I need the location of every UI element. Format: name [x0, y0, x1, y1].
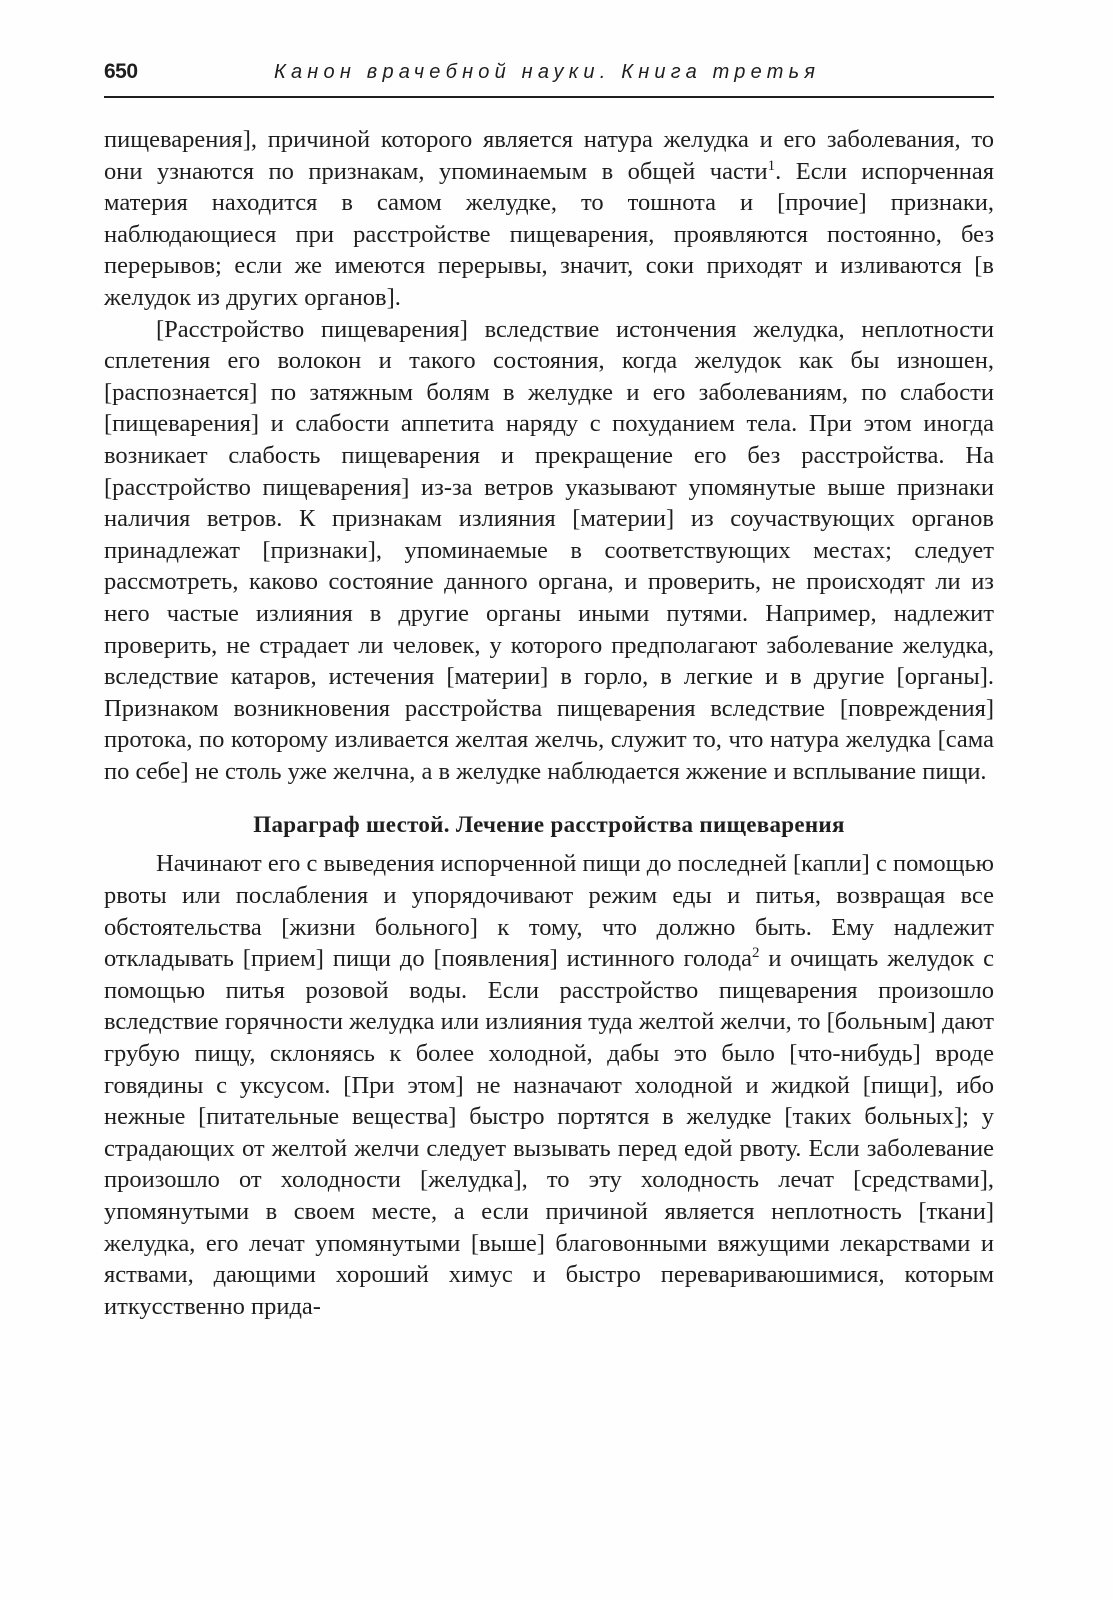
paragraph-2: [Расстройство пищеварения] вследствие истончения желудка, неплотности сплетения его волокон и такого состояния, когда желудок как бы изношен, [распознается] по затяжным болям в желудке и его заболеваниям, по слабости [пищеварения] и слабости аппетита наряду с похуданием тела. При этом иногда возникает слабость пищеварения и прекращение его без расстройства. На [расстройство пищеварения] из-за ветров указывают упомянутые выше признаки наличия ветров. К признакам излияния [материи] из соучаствующих органов принадлежат [признаки], упоминаемые в соответствующих местах; следует рассмотреть, каково состояние данного органа, и проверить, не происходят ли из него частые излияния в другие органы иными путями. Например, надлежит проверить, не страдает ли человек, у которого предполагают заболевание желудка, вследствие катаров, истечения [материи] в горло, в легкие и в другие [органы]. Признаком возникновения расстройства пищеварения вследствие [повреждения] протока, по которому изливается желтая желчь, служит то, что натура желудка [сама по себе] не столь уже желчна, а в желудке наблюдается жжение и всплывание пищи.: [104, 315, 994, 785]
running-head: [104, 60, 994, 92]
footnote-ref-2: 2: [751, 945, 760, 962]
paragraph-1-text-b: . Если испорченная материя находится в самом желудке, то тошнота и [прочие] признаки, наблюдающиеся при расстройстве пищеварения, проявляются постоянно, без перерывов; если же имеются перерывы, значит, соки приходят и изливаются [в желудок из других органов].: [104, 157, 994, 311]
paragraph-3-text-a: Начинают его с выведения испорченной пищи до последней [капли] с помощью рвоты или послабления и упорядочивают режим еды и питья, возвращая все обстоятельства [жизни больного] к тому, что должно быть. Ему надлежит откладывать [прием] пищи до [появления] истинного голода: [104, 850, 994, 973]
paragraph-3: [104, 848, 994, 1322]
header-rule: [104, 96, 994, 98]
paragraph-1-text-a: пищеварения], причиной которого является натура желудка и его заболевания, то они узнаются по признакам, упоминаемым в общей части: [104, 126, 994, 185]
paragraph-1: [104, 124, 994, 314]
running-title: Канон врачебной науки. Книга третья: [274, 61, 821, 83]
main-text: [104, 124, 994, 1322]
footnote-ref-1: 1: [767, 157, 776, 174]
section-heading: Параграф шестой. Лечение расстройства пищеварения: [253, 812, 845, 838]
page-number: 650: [104, 60, 138, 83]
paragraph-3-text-b: и очищать желудок с помощью питья розовой воды. Если расстройство пищеварения произошло вследствие горячности желудка или излияния туда желтой желчи, то [больным] дают грубую пищу, склоняясь к более холодной, дабы это было [что-нибудь] вроде говядины с уксусом. [При этом] не назначают холодной и жидкой [пищи], ибо нежные [питательные вещества] быстро портятся в желудке [таких больных]; у страдающих от желтой желчи следует вызывать перед едой рвоту. Если заболевание произошло от холодности [желудка], то эту холодность лечат [средствами], упомянутыми в своем месте, а если причиной является неплотность [ткани] желудка, его лечат упомянутыми [выше] благовонными вяжущими лекарствами и яствами, дающими хороший химус и быстро перевариваюшимися, которым иткусственно прида-: [104, 945, 994, 1320]
